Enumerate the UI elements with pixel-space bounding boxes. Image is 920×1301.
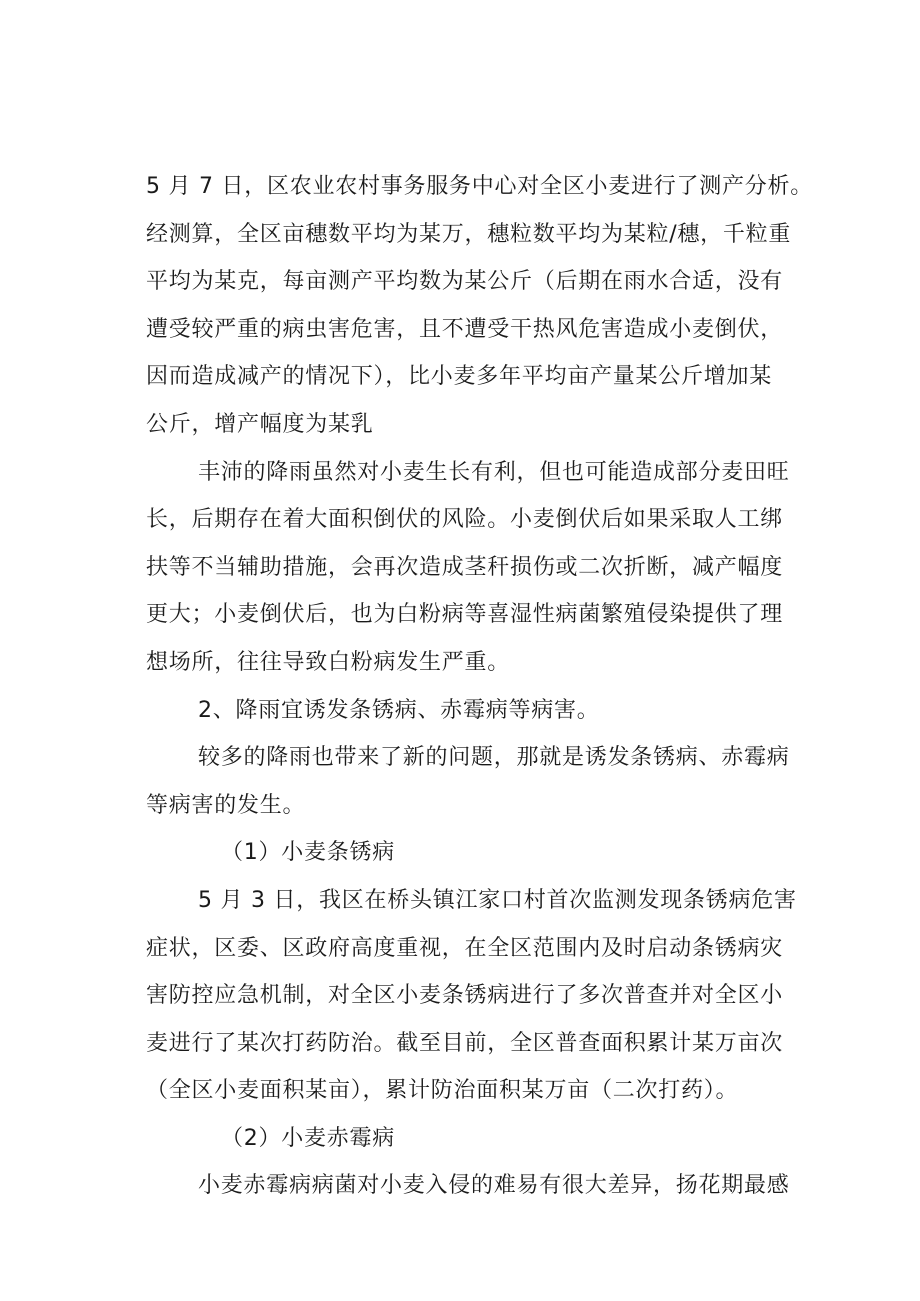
paragraph-start-line: 5 月 3 日，我区在桥头镇江家口村首次监测发现条锈病危害 [198, 887, 797, 913]
text-line: 因而造成减产的情况下），比小麦多年平均亩产量某公斤增加某 [146, 364, 773, 390]
text-line: 麦进行了某次打药防治。截至目前，全区普查面积累计某万亩次 [146, 1030, 784, 1056]
text-line: 5 月 7 日，区农业农村事务服务中心对全区小麦进行了测产分析。 [146, 174, 813, 199]
paragraph-start-line: 丰沛的降雨虽然对小麦生长有利，但也可能造成部分麦田旺 [198, 459, 790, 485]
text-line: 公斤，增产幅度为某乳 [146, 411, 374, 437]
text-line: 扶等不当辅助措施，会再次造成茎秆损伤或二次折断，减产幅度 [146, 554, 784, 580]
document-body [146, 163, 813, 1210]
text-line: 平均为某克，每亩测产平均数为某公斤（后期在雨水合适，没有 [146, 269, 784, 295]
paragraph-start-line: 小麦赤霉病病菌对小麦入侵的难易有很大差异，扬花期最感 [198, 1173, 790, 1199]
paragraph-start-line: 较多的降雨也带来了新的问题，那就是诱发条锈病、赤霉病 [198, 745, 790, 771]
text-line: 经测算，全区亩穗数平均为某万，穗粒数平均为某粒/穗，千粒重 [146, 221, 792, 247]
text-line: （全区小麦面积某亩），累计防治面积某万亩（二次打药）。 [146, 1078, 739, 1104]
text-line: 害防控应急机制，对全区小麦条锈病进行了多次普查并对全区小 [146, 983, 784, 1009]
section-heading: 2、降雨宜诱发条锈病、赤霉病等病害。 [198, 697, 600, 723]
subsection-heading: （1）小麦条锈病 [221, 840, 395, 866]
text-line: 等病害的发生。 [146, 792, 306, 818]
text-line: 想场所，往往导致白粉病发生严重。 [146, 649, 511, 675]
text-line: 症状，区委、区政府高度重视，在全区范围内及时启动条锈病灾 [146, 935, 784, 961]
text-line: 遭受较严重的病虫害危害，且不遭受干热风危害造成小麦倒伏， [146, 316, 784, 342]
text-line: 更大；小麦倒伏后，也为白粉病等喜湿性病菌繁殖侵染提供了理 [146, 602, 784, 628]
text-line: 长，后期存在着大面积倒伏的风险。小麦倒伏后如果采取人工绑 [146, 507, 784, 533]
subsection-heading: （2）小麦赤霉病 [221, 1125, 395, 1151]
